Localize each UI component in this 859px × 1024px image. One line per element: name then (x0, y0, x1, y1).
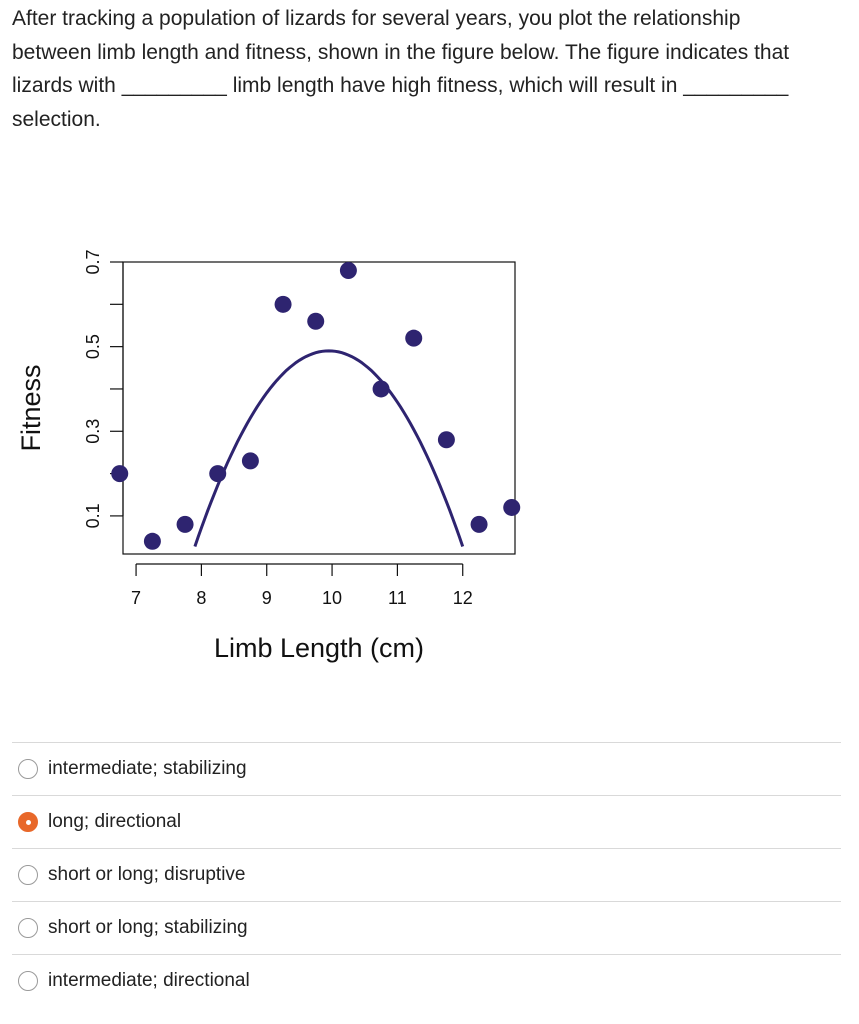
x-axis-label: Limb Length (cm) (213, 633, 425, 663)
data-point (275, 296, 292, 313)
question-line-4: selection. (12, 107, 101, 131)
x-tick-label: 7 (131, 588, 142, 608)
data-point (177, 516, 194, 533)
answer-option-label: long; directional (48, 811, 182, 832)
plot-frame (123, 262, 515, 554)
y-axis-label: Fitness (16, 364, 46, 452)
data-point (405, 330, 422, 347)
radio-button[interactable] (18, 918, 38, 938)
data-point (111, 465, 128, 482)
data-point (340, 262, 357, 279)
answer-option-label: intermediate; stabilizing (48, 758, 247, 779)
radio-button-selected[interactable] (18, 812, 38, 832)
x-tick-label: 10 (322, 588, 343, 608)
answer-blank-2: _________ (683, 74, 789, 97)
answer-option[interactable] (12, 901, 841, 954)
answer-option-label: short or long; stabilizing (48, 917, 248, 938)
data-point (307, 313, 324, 330)
data-point (373, 380, 390, 397)
y-tick-label: 0.7 (83, 249, 103, 275)
data-point (242, 452, 259, 469)
y-tick-label: 0.1 (83, 503, 103, 529)
data-point (144, 533, 161, 550)
x-tick-label: 9 (261, 588, 272, 608)
x-tick-label: 12 (452, 588, 473, 608)
question-text (12, 2, 848, 136)
answer-option-label: short or long; disruptive (48, 864, 246, 885)
question-line-3 (12, 69, 848, 103)
x-tick-label: 8 (196, 588, 207, 608)
answer-options (12, 742, 841, 1007)
y-axis (83, 249, 123, 528)
answer-option[interactable] (12, 954, 841, 1007)
radio-button[interactable] (18, 971, 38, 991)
answer-option[interactable] (12, 795, 841, 848)
answer-option[interactable] (12, 742, 841, 795)
answer-option[interactable] (12, 848, 841, 901)
x-tick-label: 11 (388, 588, 407, 608)
answer-blank-1: _________ (121, 74, 227, 97)
radio-button[interactable] (18, 865, 38, 885)
fit-curve (195, 351, 463, 547)
question-line-1: After tracking a population of lizards for several years, you plot the relationship (12, 7, 741, 30)
data-points (111, 262, 520, 550)
answer-option-label: intermediate; directional (48, 970, 250, 991)
fitness-scatter-chart (0, 230, 540, 680)
data-point (209, 465, 226, 482)
data-point (438, 431, 455, 448)
x-axis (131, 564, 473, 608)
y-tick-label: 0.5 (83, 334, 103, 360)
question-line-3-middle: limb length have high fitness, which will result in (232, 74, 678, 97)
data-point (503, 499, 520, 516)
y-tick-label: 0.3 (83, 418, 103, 444)
radio-button[interactable] (18, 759, 38, 779)
data-point (471, 516, 488, 533)
question-line-3-start: lizards with (12, 74, 116, 97)
question-line-2: between limb length and fitness, shown in the figure below. The figure indicates that (12, 40, 790, 64)
